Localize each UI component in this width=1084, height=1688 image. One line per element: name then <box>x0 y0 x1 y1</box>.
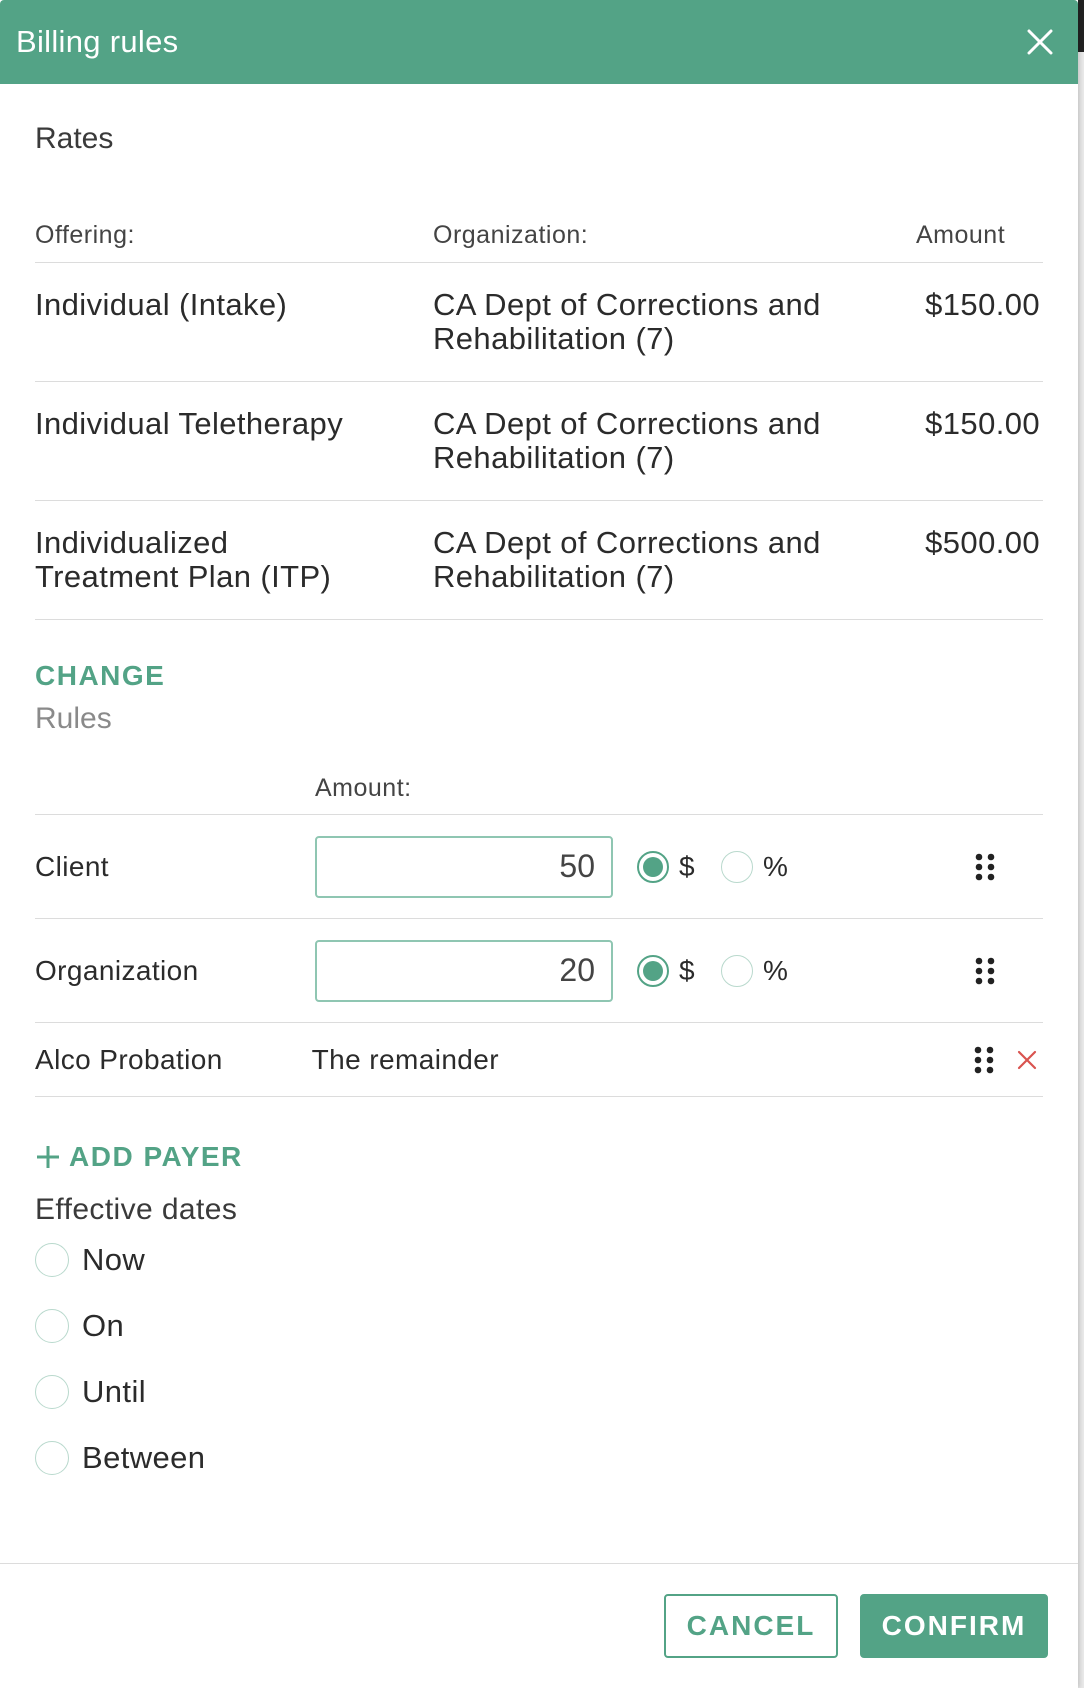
option-label: Now <box>82 1242 146 1277</box>
effective-date-option-now[interactable] <box>35 1227 1043 1293</box>
organization-cell <box>433 288 916 356</box>
dialog-body <box>0 122 1078 1491</box>
option-label: On <box>82 1308 125 1343</box>
column-header-amount: Amount <box>916 221 1006 249</box>
dollar-label: $ <box>679 850 695 882</box>
offering-cell <box>35 288 433 356</box>
close-button[interactable] <box>1020 22 1060 62</box>
payer-label: Client <box>35 850 109 882</box>
dialog-footer <box>0 1563 1078 1688</box>
amount-cell: $150.00 <box>925 287 1040 322</box>
drag-handle-icon[interactable] <box>967 953 1003 989</box>
between-radio[interactable] <box>35 1441 69 1475</box>
add-payer-button[interactable] <box>35 1141 1043 1173</box>
payer-label: Alco Probation <box>35 1043 223 1075</box>
organization-cell <box>433 407 916 475</box>
rates-table-header <box>35 221 1043 263</box>
option-label: Until <box>82 1374 147 1409</box>
effective-dates-title: Effective dates <box>35 1193 238 1226</box>
organization-name-line2: Rehabilitation (7) <box>433 559 675 594</box>
dialog-header <box>0 0 1078 84</box>
column-header-organization: Organization: <box>433 221 589 249</box>
rules-section-title: Rules <box>35 702 112 735</box>
on-radio[interactable] <box>35 1309 69 1343</box>
remainder-text: The remainder <box>311 1043 499 1075</box>
percent-label: % <box>762 954 789 986</box>
table-row <box>35 501 1043 620</box>
organization-name: CA Dept of Corrections and <box>433 525 821 560</box>
effective-date-option-until[interactable] <box>35 1359 1043 1425</box>
column-header-offering: Offering: <box>35 221 135 249</box>
dollar-radio[interactable] <box>637 955 669 987</box>
effective-date-option-on[interactable] <box>35 1293 1043 1359</box>
dollar-radio[interactable] <box>637 851 669 883</box>
remove-payer-button[interactable] <box>1011 1044 1043 1076</box>
organization-name: CA Dept of Corrections and <box>433 406 821 441</box>
rules-column-header-amount: Amount: <box>35 774 1043 815</box>
now-radio[interactable] <box>35 1243 69 1277</box>
confirm-button[interactable]: CONFIRM <box>860 1594 1048 1658</box>
add-payer-label: ADD PAYER <box>69 1141 243 1172</box>
organization-name-line2: Rehabilitation (7) <box>433 440 675 475</box>
dialog-title: Billing rules <box>16 24 179 59</box>
drag-handle-icon[interactable] <box>966 1042 1002 1078</box>
percent-radio[interactable] <box>721 851 753 883</box>
offering-name: Individual (Intake) <box>35 287 288 322</box>
unit-radio-group <box>637 851 967 883</box>
change-link[interactable]: CHANGE <box>35 660 166 691</box>
payer-label: Organization <box>35 954 199 986</box>
cancel-button[interactable]: CANCEL <box>664 1594 838 1658</box>
effective-date-option-between[interactable] <box>35 1425 1043 1491</box>
payer-row-remainder <box>35 1023 1043 1097</box>
rates-section-title: Rates <box>35 122 114 155</box>
amount-cell: $500.00 <box>925 525 1040 560</box>
organization-name-line2: Rehabilitation (7) <box>433 321 675 356</box>
offering-name: Individualized <box>35 525 229 560</box>
amount-cell: $150.00 <box>925 406 1040 441</box>
percent-radio[interactable] <box>721 955 753 987</box>
unit-radio-group <box>637 955 967 987</box>
offering-cell <box>35 407 433 475</box>
percent-label: % <box>762 850 789 882</box>
offering-name-line2: Treatment Plan (ITP) <box>35 559 332 594</box>
until-radio[interactable] <box>35 1375 69 1409</box>
payer-row-organization <box>35 919 1043 1023</box>
option-label: Between <box>82 1440 206 1475</box>
plus-icon <box>35 1144 61 1170</box>
organization-cell <box>433 526 916 594</box>
table-row <box>35 382 1043 501</box>
offering-cell <box>35 526 433 594</box>
client-amount-input[interactable] <box>315 836 613 898</box>
close-icon <box>1017 1050 1037 1070</box>
close-icon <box>1027 29 1053 55</box>
organization-name: CA Dept of Corrections and <box>433 287 821 322</box>
organization-amount-input[interactable] <box>315 940 613 1002</box>
offering-name: Individual Teletherapy <box>35 406 344 441</box>
drag-handle-icon[interactable] <box>967 849 1003 885</box>
payer-row-client <box>35 815 1043 919</box>
dollar-label: $ <box>679 954 695 986</box>
table-row <box>35 263 1043 382</box>
